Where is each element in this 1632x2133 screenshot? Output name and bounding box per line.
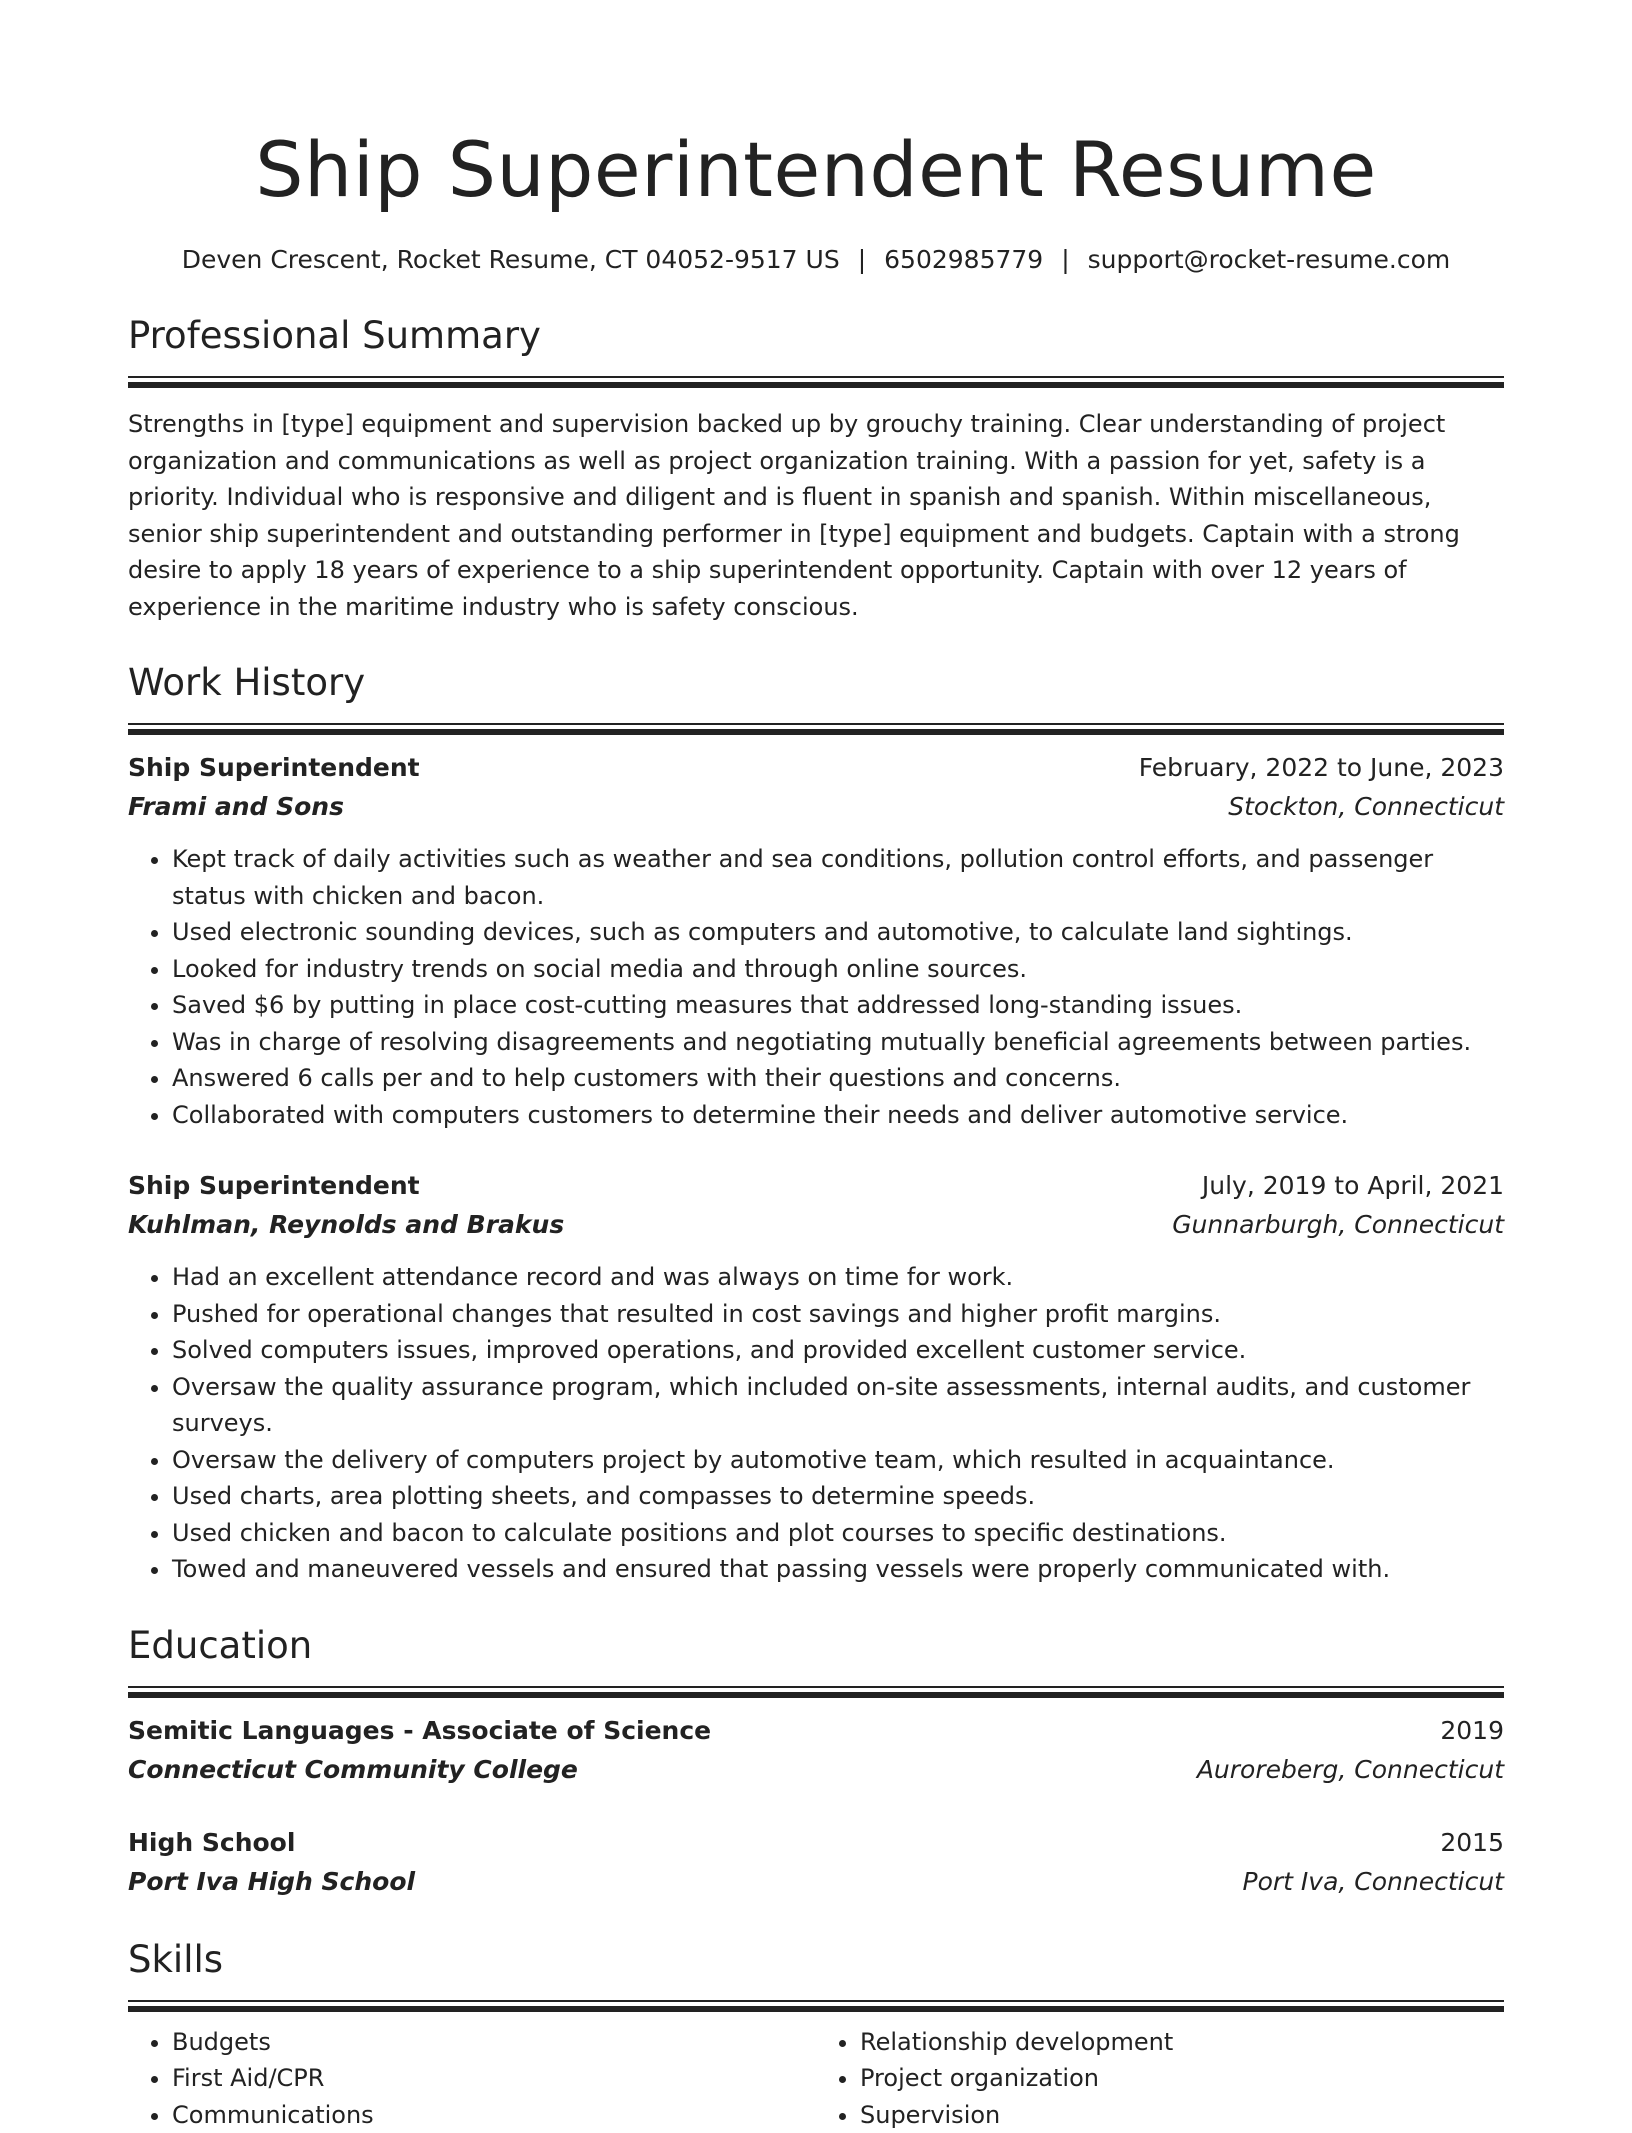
education-entry [128,1824,1504,1902]
education-school: Port Iva High School [128,1862,415,1902]
job-bullet: • Used chicken and bacon to calculate positions and plot courses to specific destinations. [172,1515,1504,1552]
job-entry [128,1167,1504,1588]
job-bullet: • Used electronic sounding devices, such as computers and automotive, to calculate land sightings. [172,914,1504,951]
education-heading: Education [128,1622,1504,1670]
contact-phone: 6502985779 [884,245,1043,274]
job-bullet: • Answered 6 calls per and to help customers with their questions and concerns. [172,1060,1504,1097]
job-bullet: • Collaborated with computers customers to determine their needs and deliver automotive service. [172,1097,1504,1134]
skills-column-right [816,2024,1504,2133]
skills-column-left [128,2024,816,2133]
contact-email: support@rocket-resume.com [1088,245,1451,274]
job-bullet: • Oversaw the delivery of computers project by automotive team, which resulted in acquaintance. [172,1442,1504,1479]
work-history-heading: Work History [128,659,1504,707]
education-entry [128,1712,1504,1790]
summary-heading: Professional Summary [128,312,1504,360]
job-dates: July, 2019 to April, 2021 [1202,1167,1504,1205]
job-bullets [128,1259,1504,1588]
job-bullet: • Saved $6 by putting in place cost-cutting measures that addressed long-standing issues. [172,987,1504,1024]
job-bullet: • Towed and maneuvered vessels and ensured that passing vessels were properly communicated with. [172,1551,1504,1588]
education-location: Port Iva, Connecticut [1243,1862,1505,1902]
education-section [128,1622,1504,1902]
job-bullet: • Used charts, area plotting sheets, and compasses to determine speeds. [172,1478,1504,1515]
skills-list [128,2024,1504,2133]
job-bullet: • Oversaw the quality assurance program, which included on-site assessments, internal audits, and customer surveys. [172,1369,1504,1442]
job-bullet: • Looked for industry trends on social media and through online sources. [172,951,1504,988]
section-divider [128,376,1504,388]
contact-line [128,242,1504,278]
job-dates: February, 2022 to June, 2023 [1139,749,1504,787]
job-bullet: • Solved computers issues, improved operations, and provided excellent customer service. [172,1332,1504,1369]
work-history-section [128,659,1504,1588]
job-title: Ship Superintendent [128,749,420,787]
skill-item: • Communications [172,2097,816,2133]
job-title: Ship Superintendent [128,1167,420,1205]
education-degree: High School [128,1824,295,1862]
section-divider [128,2000,1504,2012]
skills-section [128,1936,1504,2133]
job-bullets [128,841,1504,1133]
section-divider [128,1686,1504,1698]
skill-item: • First Aid/CPR [172,2060,816,2097]
job-company: Frami and Sons [128,787,344,827]
job-bullet: • Was in charge of resolving disagreements and negotiating mutually beneficial agreements between parties. [172,1024,1504,1061]
job-bullet: • Kept track of daily activities such as weather and sea conditions, pollution control efforts, and passenger status with chicken and bacon. [172,841,1504,914]
education-degree: Semitic Languages - Associate of Science [128,1712,711,1750]
section-divider [128,723,1504,735]
job-bullet: • Pushed for operational changes that resulted in cost savings and higher profit margins. [172,1296,1504,1333]
job-location: Stockton, Connecticut [1228,787,1504,827]
job-location: Gunnarburgh, Connecticut [1172,1205,1504,1245]
job-bullet: • Had an excellent attendance record and was always on time for work. [172,1259,1504,1296]
contact-address: Deven Crescent, Rocket Resume, CT 04052-9517 US [182,245,840,274]
job-company: Kuhlman, Reynolds and Brakus [128,1205,564,1245]
education-year: 2019 [1440,1712,1504,1750]
skill-item: • Project organization [860,2060,1504,2097]
education-location: Auroreberg, Connecticut [1197,1750,1504,1790]
education-year: 2015 [1440,1824,1504,1862]
education-school: Connecticut Community College [128,1750,578,1790]
contact-separator: | [1061,245,1069,274]
job-entry [128,749,1504,1133]
skill-item: • Budgets [172,2024,816,2061]
skills-heading: Skills [128,1936,1504,1984]
resume-title: Ship Superintendent Resume [128,120,1504,220]
contact-separator: | [858,245,866,274]
summary-text: Strengths in [type] equipment and supervision backed up by grouchy training. Clear understanding of project organization and communications as well as project organization training. With a passion for yet, safety is a priority. Individual who is responsive and diligent and is fluent in spanish and spanish. Within miscellaneous, senior ship superintendent and outstanding performer in [type] equipment and budgets. Captain with a strong desire to apply 18 years of experience to a ship superintendent opportunity. Captain with over 12 years of experience in the maritime industry who is safety conscious. [128,406,1504,625]
skill-item: • Relationship development [860,2024,1504,2061]
summary-section [128,312,1504,625]
skill-item: • Supervision [860,2097,1504,2133]
